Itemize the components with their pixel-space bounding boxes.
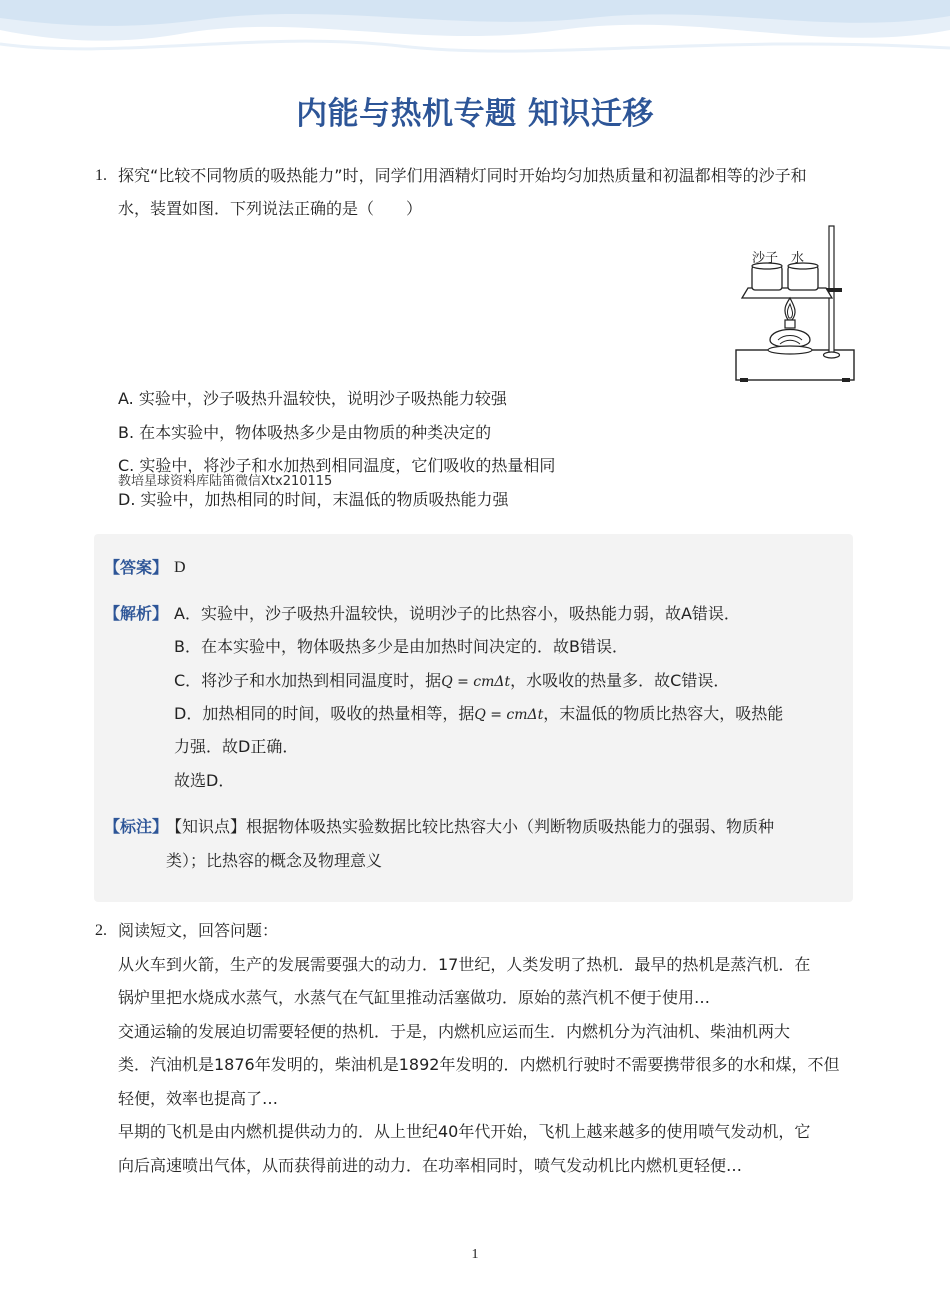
question-1-stem-line1: 探究“比较不同物质的吸热能力”时，同学们用酒精灯同时开始均匀加热质量和初温都相等的沙子和: [118, 166, 807, 185]
answer-value: D: [174, 559, 186, 576]
note-line-1: 【知识点】根据物体吸热实验数据比较比热容大小（判断物质吸热能力的强弱、物质种: [166, 817, 775, 836]
analysis-tag: 【解析】: [104, 604, 169, 623]
question-1-option-a: A. 实验中，沙子吸热升温较快，说明沙子吸热能力较强: [118, 389, 507, 408]
analysis-conclusion: 故选D．: [174, 771, 235, 790]
page-number: 1: [471, 1247, 479, 1262]
note-tag: 【标注】: [104, 817, 169, 836]
analysis-line-c-pre: C．将沙子和水加热到相同温度时，据: [174, 671, 442, 690]
analysis-line-c-post: ，水吸收的热量多．故C错误．: [510, 671, 730, 690]
analysis-line-d-post: ，末温低的物质比热容大，吸热能: [543, 704, 784, 723]
answer-tag: 【答案】: [104, 558, 169, 577]
analysis-line-c: [174, 669, 729, 694]
passage-line: 锅炉里把水烧成水蒸气，水蒸气在气缸里推动活塞做功．原始的蒸汽机不便于使用…: [118, 988, 711, 1007]
question-1-option-c: C. 实验中，将沙子和水加热到相同温度，它们吸收的热量相同: [118, 456, 556, 475]
page-title: 内能与热机专题 知识迁移: [296, 96, 654, 132]
figure-label-water: 水: [791, 251, 805, 266]
analysis-line-b: B．在本实验中，物体吸热多少是由加热时间决定的．故B错误．: [174, 637, 628, 656]
question-1-stem-line2: 水，装置如图．下列说法正确的是（ ）: [118, 199, 423, 218]
passage-line: 向后高速喷出气体，从而获得前进的动力．在功率相同时，喷气发动机比内燃机更轻便…: [118, 1156, 743, 1175]
formula-heat: Q = cmΔt: [441, 674, 511, 690]
formula-heat-2: Q = cmΔt: [474, 707, 544, 723]
question-1-option-b: B. 在本实验中，物体吸热多少是由物质的种类决定的: [118, 423, 492, 442]
passage-line: 类．汽油机是1876年发明的，柴油机是1892年发明的．内燃机行驶时不需要携带很多的水和煤，不但: [118, 1055, 840, 1074]
question-1-option-d: D. 实验中，加热相同的时间，末温低的物质吸热能力强: [118, 490, 509, 509]
passage-line: 交通运输的发展迫切需要轻便的热机．于是，内燃机应运而生．内燃机分为汽油机、柴油机两大: [118, 1022, 791, 1041]
note-line-2: 类）；比热容的概念及物理意义: [166, 851, 383, 870]
passage-line: 从火车到火箭，生产的发展需要强大的动力．17世纪，人类发明了热机．最早的热机是蒸汽机．在: [118, 955, 811, 974]
passage-line: 轻便，效率也提高了…: [118, 1089, 279, 1108]
watermark-text: 教培星球资料库陆笛微信Xtx210115: [118, 474, 333, 489]
header-wave-decoration: [0, 0, 950, 70]
analysis-line-d-pre: D．加热相同的时间，吸收的热量相等，据: [174, 704, 475, 723]
analysis-line-d: [174, 702, 783, 727]
figure-label-sand: 沙子: [752, 251, 779, 266]
question-2-number: 2.: [95, 922, 107, 939]
analysis-line-a: A．实验中，沙子吸热升温较快，说明沙子的比热容小，吸热能力弱，故A错误．: [174, 604, 740, 623]
experiment-apparatus-figure: [728, 222, 858, 388]
question-1-number: 1.: [95, 167, 107, 184]
passage-line: 早期的飞机是由内燃机提供动力的．从上世纪40年代开始，飞机上越来越多的使用喷气发动机，它: [118, 1122, 811, 1141]
question-2-stem: 阅读短文，回答问题：: [118, 921, 279, 940]
analysis-line-d2: 力强．故D正确．: [174, 737, 299, 756]
